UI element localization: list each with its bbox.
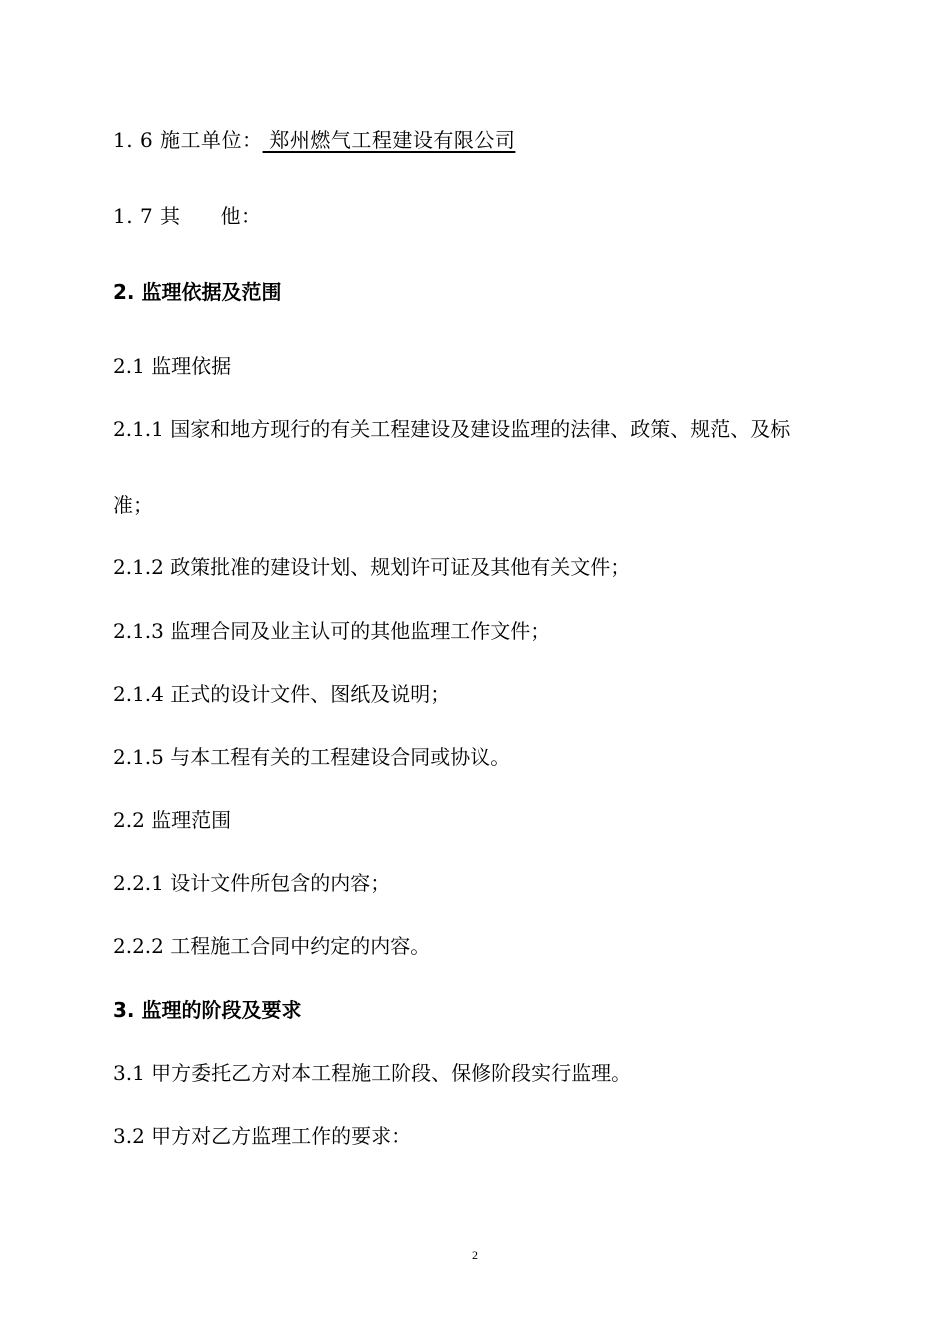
item-2-2-2: 2.2.2 工程施工合同中约定的内容。 [113, 934, 431, 958]
item-2-1-3: 2.1.3 监理合同及业主认可的其他监理工作文件； [113, 619, 551, 643]
item-2-1-1: 2.1.1 国家和地方现行的有关工程建设及建设监理的法律、政策、规范、及标 [113, 417, 791, 441]
other-label-num: 1. 7 其 [113, 204, 181, 228]
other-label-rest: 他： [220, 204, 262, 228]
item-2-1-5: 2.1.5 与本工程有关的工程建设合同或协议。 [113, 745, 511, 769]
item-2-1-2: 2.1.2 政策批准的建设计划、规划许可证及其他有关文件； [113, 555, 631, 579]
page-number: 2 [472, 1248, 478, 1262]
subsection-3-1: 3.1 甲方委托乙方对本工程施工阶段、保修阶段实行监理。 [113, 1061, 632, 1085]
subsection-2-2: 2.2 监理范围 [113, 808, 232, 832]
construction-unit-value: 郑州燃气工程建设有限公司 [262, 128, 516, 152]
item-2-2-1: 2.2.1 设计文件所包含的内容； [113, 871, 391, 895]
line-1-6 [113, 126, 515, 154]
subsection-2-1: 2.1 监理依据 [113, 354, 232, 378]
line-1-7 [113, 202, 262, 230]
item-2-1-1-cont: 准； [113, 493, 153, 517]
section-heading-2: 2. 监理依据及范围 [113, 280, 282, 304]
construction-unit-label: 1. 6 施工单位： [113, 128, 263, 152]
subsection-3-2: 3.2 甲方对乙方监理工作的要求： [113, 1124, 412, 1148]
item-2-1-4: 2.1.4 正式的设计文件、图纸及说明； [113, 682, 451, 706]
section-heading-3: 3. 监理的阶段及要求 [113, 998, 302, 1022]
